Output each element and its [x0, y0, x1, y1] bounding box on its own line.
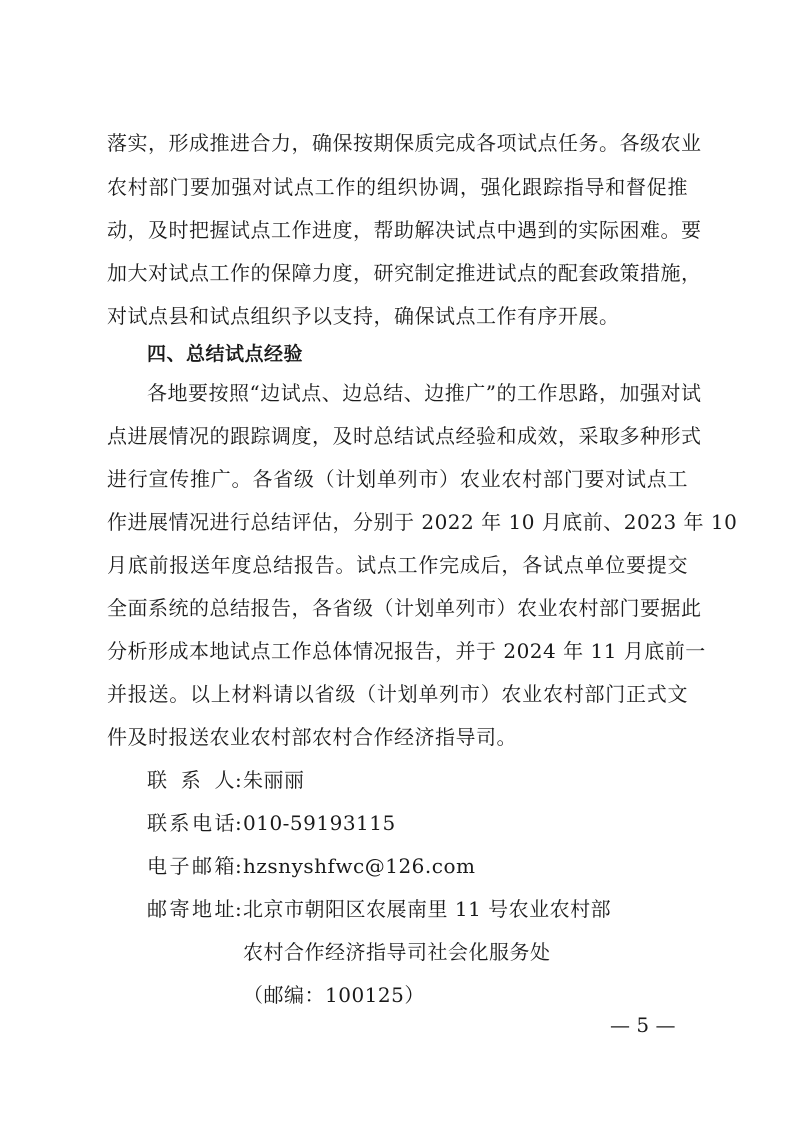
contact-address-line1: 北京市朝阳区农展南里 11 号农业农村部 — [243, 897, 612, 921]
page-number: — 5 — — [610, 1013, 676, 1037]
paragraph2-line-3: 进行宣传推广。各省级（计划单列市）农业农村部门要对试点工 — [107, 467, 688, 491]
paragraph1-line-4: 加大对试点工作的保障力度，研究制定推进试点的配套政策措施， — [107, 261, 702, 285]
paragraph1-line-5: 对试点县和试点组织予以支持，确保试点工作有序开展。 — [107, 304, 620, 328]
contact-colon: : — [235, 768, 243, 792]
paragraph2-line-2: 点进展情况的跟踪调度，及时总结试点经验和成效，采取多种形式 — [107, 424, 702, 448]
contact-person-value: 朱丽丽 — [243, 768, 305, 792]
contact-email-row — [147, 851, 475, 881]
paragraph2-line-5: 月底前报送年度总结报告。试点工作完成后，各试点单位要提交 — [107, 553, 688, 577]
contact-address-row — [147, 894, 611, 924]
contact-person-row — [147, 765, 305, 795]
paragraph2-line-7: 分析形成本地试点工作总体情况报告，并于 2024 年 11 月底前一 — [107, 639, 706, 663]
paragraph2-line-6: 全面系统的总结报告，各省级（计划单列市）农业农村部门要据此 — [107, 596, 702, 620]
contact-address-line3: （邮编：100125） — [243, 983, 425, 1007]
paragraph2-line-8: 并报送。以上材料请以省级（计划单列市）农业农村部门正式文 — [107, 682, 688, 706]
contact-colon: : — [235, 897, 243, 921]
contact-phone-label: 联系电话 — [147, 811, 235, 835]
contact-colon: : — [235, 854, 243, 878]
contact-phone-value: 010-59193115 — [243, 811, 396, 835]
section-heading: 四、总结试点经验 — [147, 343, 304, 365]
contact-email-label: 电子邮箱 — [147, 854, 235, 878]
contact-phone-row — [147, 808, 396, 838]
contact-email-value: hzsnyshfwc@126.com — [243, 854, 476, 878]
paragraph1-line-1: 落实，形成推进合力，确保按期保质完成各项试点任务。各级农业 — [107, 131, 702, 155]
paragraph2-line-1: 各地要按照“边试点、边总结、边推广”的工作思路，加强对试 — [147, 381, 702, 405]
paragraph2-line-4: 作进展情况进行总结评估，分别于 2022 年 10 月底前、2023 年 10 — [107, 510, 738, 534]
contact-address-line2: 农村合作经济指导司社会化服务处 — [243, 940, 551, 964]
paragraph2-line-9: 件及时报送农业农村部农村合作经济指导司。 — [107, 725, 517, 749]
contact-colon: : — [235, 811, 243, 835]
contact-address-label: 邮寄地址 — [147, 897, 235, 921]
contact-person-label: 联 系 人 — [147, 768, 235, 792]
paragraph1-line-2: 农村部门要加强对试点工作的组织协调，强化跟踪指导和督促推 — [107, 175, 688, 199]
paragraph1-line-3: 动，及时把握试点工作进度，帮助解决试点中遇到的实际困难。要 — [107, 218, 702, 242]
